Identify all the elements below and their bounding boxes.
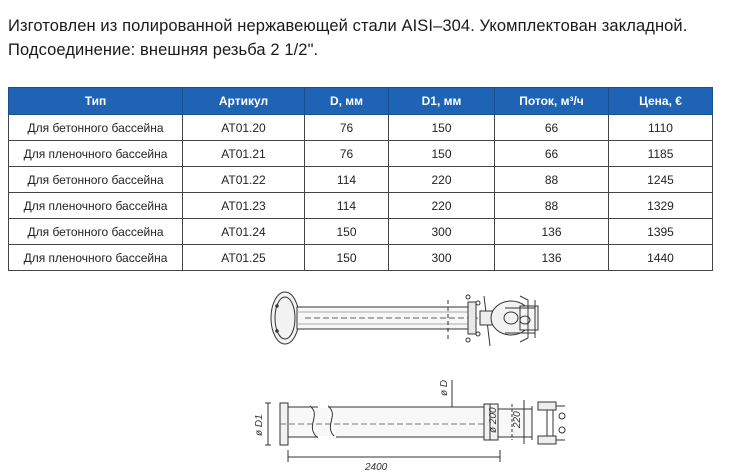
table-cell: 220 [389, 167, 495, 193]
table-cell: 88 [495, 193, 609, 219]
table-cell: 66 [495, 141, 609, 167]
table-cell: 66 [495, 115, 609, 141]
table-cell: AT01.24 [183, 219, 305, 245]
header-article: Артикул [183, 88, 305, 115]
table-cell: 88 [495, 167, 609, 193]
top-view-drawing [271, 292, 538, 346]
table-cell: AT01.23 [183, 193, 305, 219]
table-cell: 114 [305, 167, 389, 193]
table-cell: Для бетонного бассейна [9, 167, 183, 193]
dimension-d1-label: ø D1 [254, 414, 265, 436]
table-cell: Для пленочного бассейна [9, 193, 183, 219]
table-cell: 1245 [609, 167, 713, 193]
table-cell: 1395 [609, 219, 713, 245]
table-cell: 220 [389, 193, 495, 219]
table-cell: 150 [305, 245, 389, 271]
table-cell: AT01.21 [183, 141, 305, 167]
header-d1: D1, мм [389, 88, 495, 115]
header-price: Цена, € [609, 88, 713, 115]
dimension-d-label: ø D [439, 379, 450, 396]
table-cell: 150 [305, 219, 389, 245]
table-cell: 76 [305, 141, 389, 167]
table-cell: 300 [389, 245, 495, 271]
table-cell: 136 [495, 245, 609, 271]
table-cell: AT01.22 [183, 167, 305, 193]
table-cell: Для бетонного бассейна [9, 115, 183, 141]
table-cell: 1440 [609, 245, 713, 271]
dimension-220-label: 220 [512, 411, 523, 428]
header-d: D, мм [305, 88, 389, 115]
table-cell: 1110 [609, 115, 713, 141]
dimension-2400-label: 2400 [365, 462, 388, 473]
table-cell: 300 [389, 219, 495, 245]
table-cell: 76 [305, 115, 389, 141]
table-cell: 136 [495, 219, 609, 245]
header-type: Тип [9, 88, 183, 115]
header-flow: Поток, м³/ч [495, 88, 609, 115]
table-cell: 150 [389, 115, 495, 141]
table-cell: 1185 [609, 141, 713, 167]
intro-line-1: Изготовлен из полированной нержавеющей стали AISI–304. Укомплектован закладной. [8, 17, 688, 35]
dimension-200-label: ø 200 [488, 407, 499, 433]
table-cell: AT01.25 [183, 245, 305, 271]
table-cell: 114 [305, 193, 389, 219]
table-cell: Для пленочного бассейна [9, 141, 183, 167]
table-cell: AT01.20 [183, 115, 305, 141]
table-cell: Для пленочного бассейна [9, 245, 183, 271]
table-cell: Для бетонного бассейна [9, 219, 183, 245]
table-cell: 150 [389, 141, 495, 167]
intro-line-2: Подсоединение: внешняя резьба 2 1/2". [8, 41, 319, 59]
table-cell: 1329 [609, 193, 713, 219]
